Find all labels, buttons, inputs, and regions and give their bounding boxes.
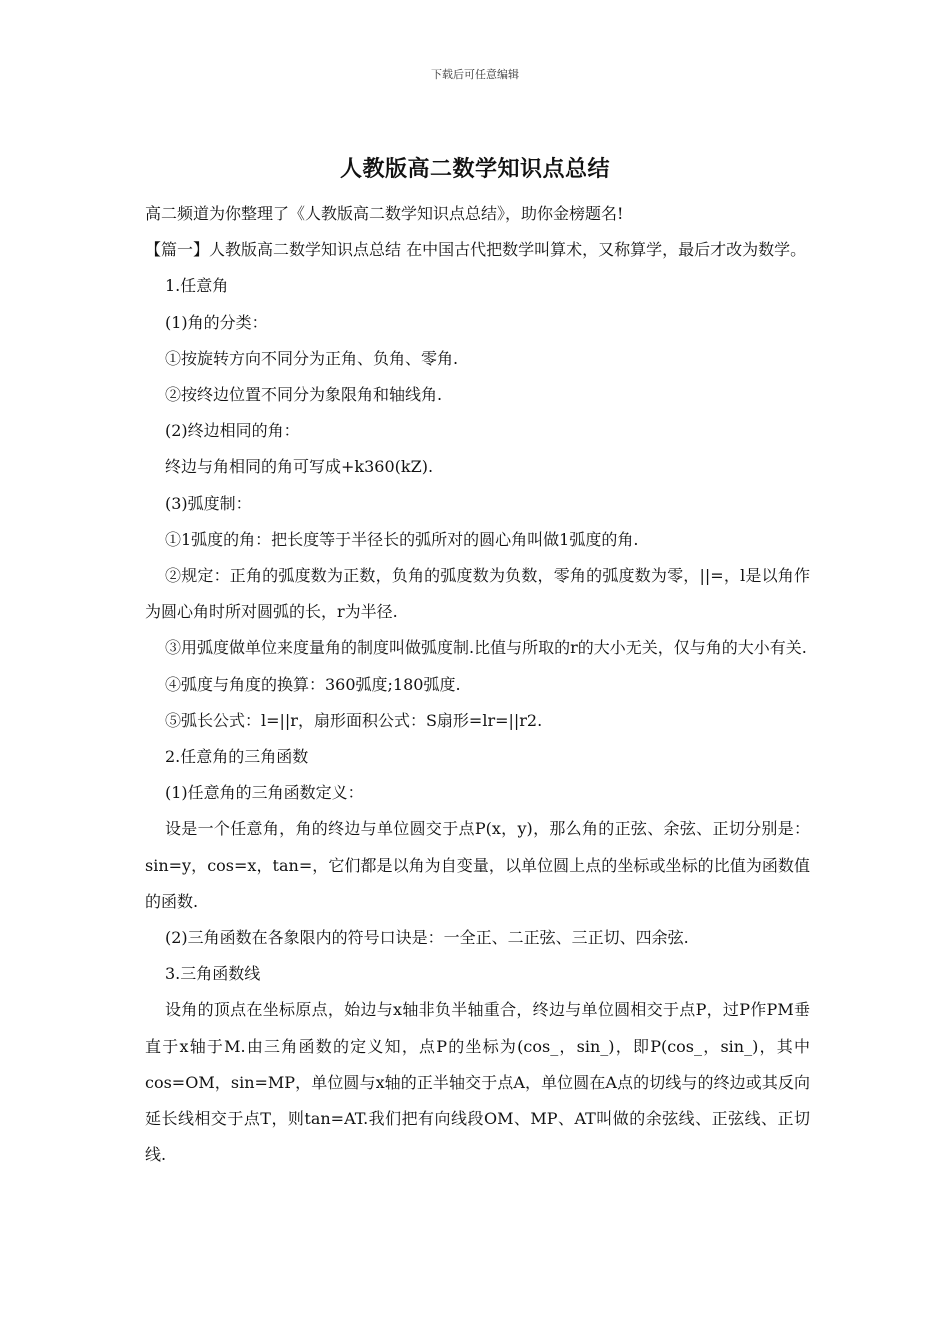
subheading-2-2: (2)三角函数在各象限内的符号口诀是：一全正、二正弦、三正切、四余弦. xyxy=(165,928,689,948)
paragraph: 终边与角相同的角可写成+k360(kZ). xyxy=(165,457,434,477)
list-item: ①按旋转方向不同分为正角、负角、零角. xyxy=(165,348,459,368)
document-body xyxy=(145,196,810,1173)
list-item: ②按终边位置不同分为象限角和轴线角. xyxy=(165,385,443,405)
subheading-2-1: (1)任意角的三角函数定义： xyxy=(165,783,364,803)
heading-2: 2.任意角的三角函数 xyxy=(165,747,309,767)
paragraph: 设角的顶点在坐标原点，始边与x轴非负半轴重合，终边与单位圆相交于点P，过P作PM垂直于x轴于M.由三角函数的定义知，点P的坐标为(cos_，sin_)，即P(cos_，sin_)，其中cos=OM，sin=MP，单位圆与x轴的正半轴交于点A，单位圆在A点的切线与的终边或其反向延长线相交于点T，则tan=AT.我们把有向线段OM、MP、AT叫做的余弦线、正弦线、正切线. xyxy=(145,1000,810,1165)
list-item: ⑤弧长公式：l=||r，扇形面积公式：S扇形=lr=||r2. xyxy=(165,710,543,730)
document-title: 人教版高二数学知识点总结 xyxy=(339,156,610,182)
list-item: ④弧度与角度的换算：360弧度;180弧度. xyxy=(165,674,461,694)
heading-1: 1.任意角 xyxy=(165,276,229,296)
section-intro-paragraph: 【篇一】人教版高二数学知识点总结 在中国古代把数学叫算术，又称算学，最后才改为数学。 xyxy=(145,240,807,260)
page-header-note: 下载后可任意编辑 xyxy=(431,68,519,81)
subheading-1-2: (2)终边相同的角： xyxy=(165,421,300,441)
heading-3: 3.三角函数线 xyxy=(165,964,261,984)
subheading-1-1: (1)角的分类： xyxy=(165,312,268,332)
list-item: ③用弧度做单位来度量角的制度叫做弧度制.比值与所取的r的大小无关，仅与角的大小有关. xyxy=(165,638,807,658)
paragraph: 设是一个任意角，角的终边与单位圆交于点P(x，y)，那么角的正弦、余弦、正切分别是：sin=y，cos=x，tan=，它们都是以角为自变量，以单位圆上点的坐标或坐标的比值为函数值的函数. xyxy=(145,819,810,911)
intro-paragraph: 高二频道为你整理了《人教版高二数学知识点总结》，助你金榜题名! xyxy=(145,204,624,223)
list-item: ②规定：正角的弧度数为正数，负角的弧度数为负数，零角的弧度数为零，||=，l是以角作为圆心角时所对圆弧的长，r为半径. xyxy=(145,566,810,622)
subheading-1-3: (3)弧度制： xyxy=(165,493,252,513)
list-item: ①1弧度的角：把长度等于半径长的弧所对的圆心角叫做1弧度的角. xyxy=(165,529,639,549)
